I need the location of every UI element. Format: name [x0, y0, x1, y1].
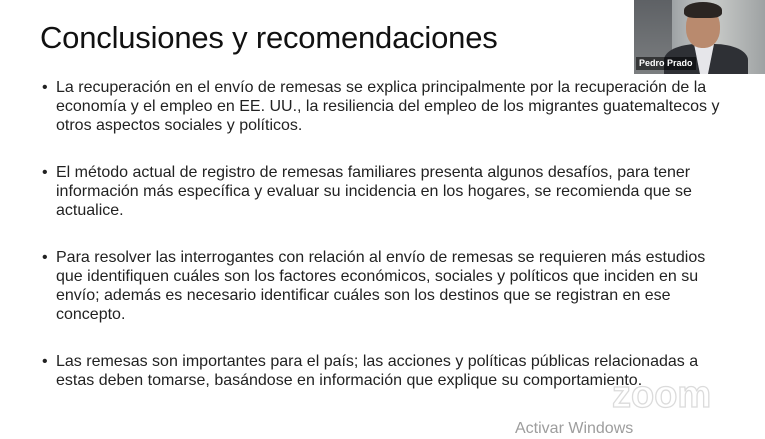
zoom-watermark: zoom: [612, 374, 712, 416]
bullet-list: [40, 78, 720, 390]
bullet-item: [40, 248, 720, 324]
bullet-point-icon: •: [42, 79, 48, 96]
activate-windows-watermark: Activar Windows: [515, 420, 634, 437]
bullet-item: [40, 78, 720, 135]
participant-video-thumbnail[interactable]: [634, 0, 765, 74]
bullet-point-icon: •: [42, 164, 48, 181]
bullet-point-icon: •: [42, 353, 48, 370]
bullet-item: [40, 163, 720, 220]
bullet-point-icon: •: [42, 249, 48, 266]
participant-name-label: Pedro Prado: [636, 57, 696, 70]
bullet-text: Las remesas son importantes para el país; las acciones y políticas públicas relacionadas a estas deben tomarse, basándose en información que explique su comportamiento.: [56, 353, 699, 389]
participant-hair: [684, 2, 722, 18]
bullet-text: El método actual de registro de remesas familiares presenta algunos desafíos, para tener información más específica y evaluar su incidencia en los hogares, se recomienda que se actualice.: [56, 164, 692, 219]
bullet-text: Para resolver las interrogantes con relación al envío de remesas se requieren más estudios que identifiquen cuáles son los factores económicos, sociales y políticos que inciden en su envío; además es necesario identificar cuáles son los destinos que se registran en ese concepto.: [56, 249, 706, 323]
slide-title: Conclusiones y recomendaciones: [40, 20, 498, 55]
bullet-text: La recuperación en el envío de remesas se explica principalmente por la recuperación de la economía y el empleo en EE. UU., la resiliencia del empleo de los migrantes guatemaltecos y otros aspectos sociales y políticos.: [56, 79, 720, 134]
